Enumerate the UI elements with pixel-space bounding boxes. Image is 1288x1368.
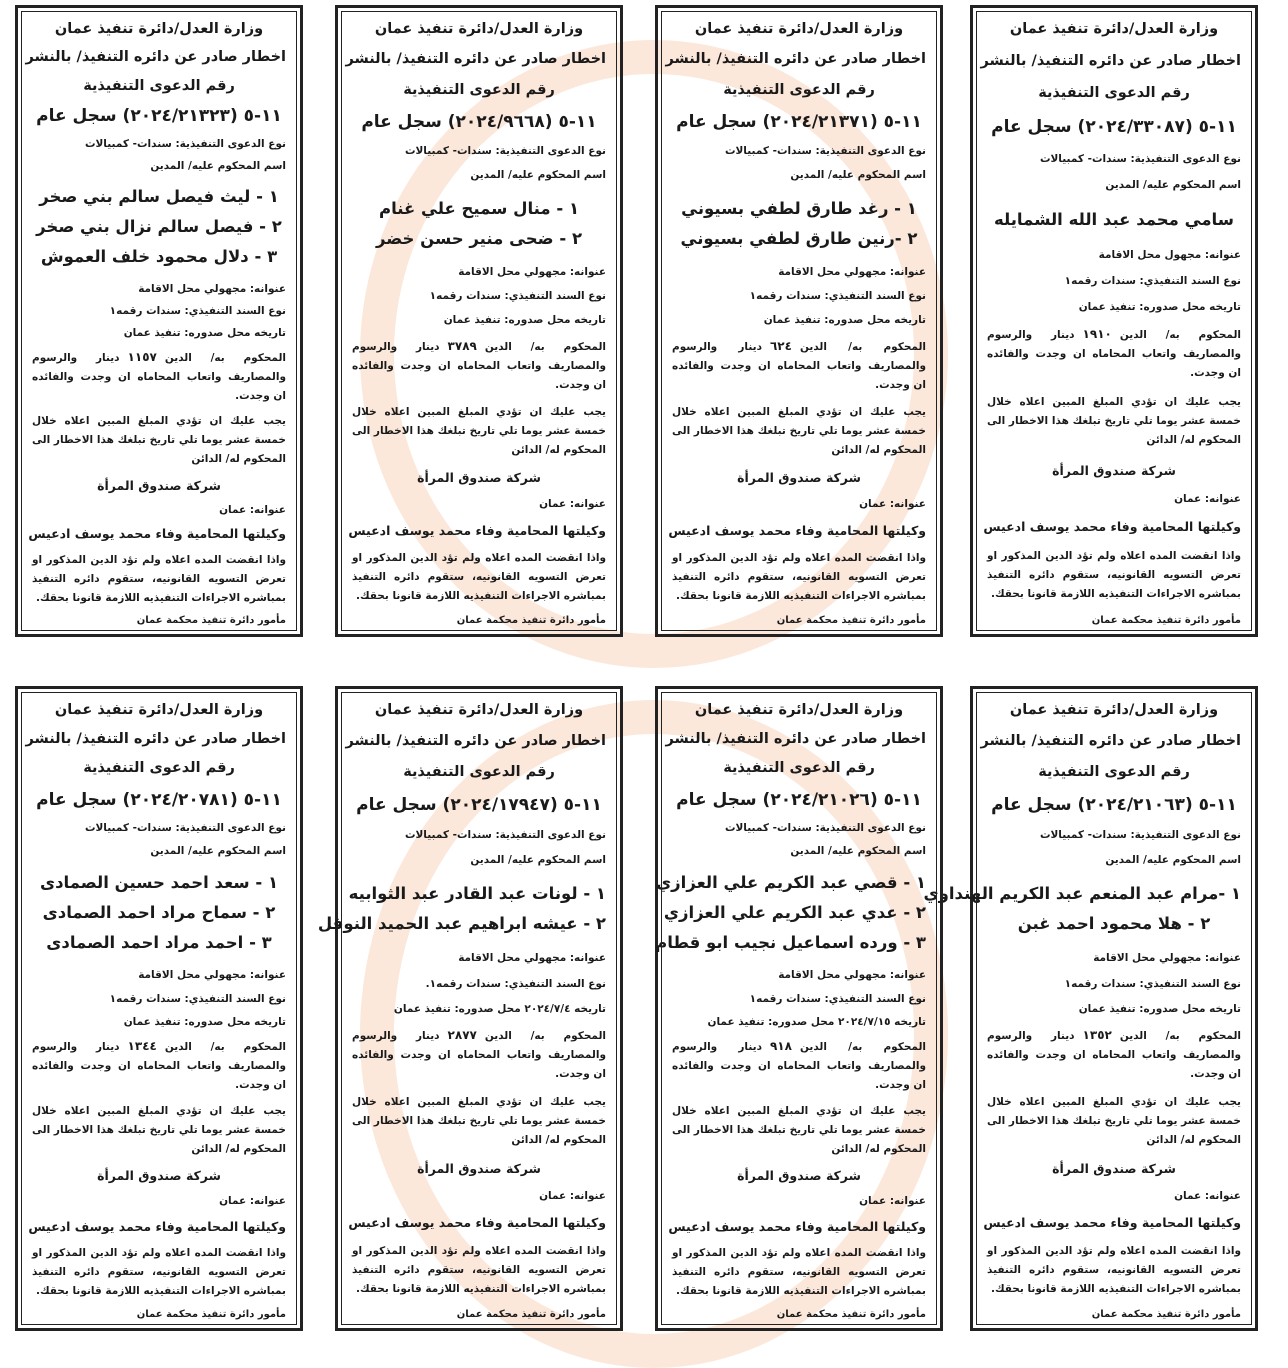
legal-notice — [970, 5, 1258, 637]
debtor-list — [317, 877, 606, 941]
issue-date-place: تاريخه محل صدوره: تنفيذ عمان — [123, 1015, 286, 1028]
warning-paragraph: واذا انقضت المده اعلاه ولم تؤد الدين المذكور او تعرض التسويه القانونيه، ستقوم دائره التنفيذ بمباشره الاجراءات التنفيذيه اللازمة قانونا بحقك. — [352, 1244, 606, 1295]
creditor-name: شركة صندوق المرأة — [737, 1168, 861, 1184]
notice-title: اخطار صادر عن دائره التنفيذ/ بالنشر — [980, 53, 1241, 70]
instrument-type: نوع السند التنفيذي: سندات رقمه١. — [425, 977, 606, 990]
warning-paragraph: واذا انقضت المده اعلاه ولم تؤد الدين المذكور او تعرض التسويه القانونيه، ستقوم دائره التنفيذ بمباشره الاجراءات التنفيذيه اللازمة قانونا بحقك. — [672, 1246, 926, 1297]
debtor-name: ٢ - عدي عبد الكريم علي العزازي — [663, 903, 926, 923]
amount-label: المحكوم به/ الدين — [484, 340, 606, 353]
debtor-name: ٣ - ورده اسماعيل نجيب ابو قطام — [655, 933, 926, 953]
amount-rest: دينار والرسوم والمصاريف واتعاب المحاماه ان وجدت والفائده ان وجدت. — [672, 1040, 926, 1091]
creditor-agent: وكيلتها المحامية وفاء محمد يوسف ادعيس — [668, 1218, 926, 1234]
amount-paragraph — [352, 337, 606, 395]
amount-rest: دينار والرسوم والمصاريف واتعاب المحاماه ان وجدت والفائده ان وجدت. — [32, 1040, 286, 1091]
debtor-name: ١ -مرام عبد المنعم عبد الكريم الهنداوي — [923, 884, 1241, 904]
signature: مأمور دائرة تنفيذ محكمة عمان — [136, 615, 286, 626]
case-number: ١١-٥ (٢٠٢٤/٩٦٦٨) سجل عام — [361, 111, 597, 132]
case-label: رقم الدعوى التنفيذية — [723, 81, 875, 98]
amount-value: ٣٧٨٩ — [447, 338, 477, 353]
debtor-list — [32, 866, 286, 960]
debtor-address: عنوانه: مجهولي محل الاقامة — [778, 969, 926, 982]
creditor-agent: وكيلتها المحامية وفاء محمد يوسف ادعيس — [28, 1218, 286, 1234]
amount-value: ١٣٥٢ — [1082, 1027, 1112, 1042]
amount-label: المحكوم به/ الدين — [799, 340, 926, 353]
debtor-list — [987, 203, 1241, 237]
case-label: رقم الدعوى التنفيذية — [723, 760, 875, 777]
debtor-address: عنوانه: مجهول محل الاقامة — [1098, 248, 1241, 261]
amount-label: المحكوم به/ الدين — [1119, 1029, 1241, 1042]
creditor-name: شركة صندوق المرأة — [737, 470, 861, 485]
debtor-list — [352, 192, 606, 256]
payment-paragraph: يجب عليك ان تؤدي المبلغ المبين اعلاه خلال خمسة عشر يوما تلي تاريخ تبلغك هذا الاخطار الى المحكوم له/ الدائن — [352, 1095, 606, 1146]
payment-paragraph: يجب عليك ان تؤدي المبلغ المبين اعلاه خلال خمسة عشر يوما تلي تاريخ تبلغك هذا الاخطار الى المحكوم له/ الدائن — [32, 415, 286, 466]
issue-date-place: تاريخه محل صدوره: تنفيذ عمان — [1078, 1002, 1241, 1015]
creditor-agent: وكيلتها المحامية وفاء محمد يوسف ادعيس — [983, 518, 1241, 534]
case-number: ١١-٥ (٢٠٢٤/٢٠٧٨١) سجل عام — [36, 789, 282, 810]
issue-date-place: تاريخه ٢٠٢٤/٧/١٥ محل صدوره: تنفيذ عمان — [707, 1015, 926, 1028]
amount-paragraph — [987, 325, 1241, 383]
legal-notice — [15, 686, 303, 1331]
case-type: نوع الدعوى التنفيذية: سندات- كمبيالات — [724, 145, 926, 157]
signature: مأمور دائرة تنفيذ محكمة عمان — [456, 615, 606, 626]
payment-paragraph: يجب عليك ان تؤدي المبلغ المبين اعلاه خلال خمسة عشر يوما تلي تاريخ تبلغك هذا الاخطار الى المحكوم له/ الدائن — [672, 1105, 926, 1156]
case-type: نوع الدعوى التنفيذية: سندات- كمبيالات — [1039, 152, 1241, 165]
legal-notice — [15, 5, 303, 637]
amount-label: المحكوم به/ الدين — [799, 1040, 926, 1053]
legal-notice — [335, 5, 623, 637]
case-label: رقم الدعوى التنفيذية — [83, 760, 235, 777]
amount-value: ٦٢٤ — [769, 338, 792, 353]
notice-title: اخطار صادر عن دائره التنفيذ/ بالنشر — [25, 49, 286, 66]
issue-date-place: تاريخه محل صدوره: تنفيذ عمان — [443, 314, 606, 327]
debtor-name: ١ - ليث فيصل سالم بني صخر — [39, 187, 279, 207]
ministry-heading: وزارة العدل/دائرة تنفيذ عمان — [694, 21, 904, 37]
creditor-agent: وكيلتها المحامية وفاء محمد يوسف ادعيس — [28, 526, 286, 542]
amount-rest: دينار والرسوم والمصاريف واتعاب المحاماه ان وجدت والفائده ان وجدت. — [352, 340, 606, 391]
case-type: نوع الدعوى التنفيذية: سندات- كمبيالات — [404, 829, 606, 842]
amount-paragraph — [32, 348, 286, 406]
notice-title: اخطار صادر عن دائره التنفيذ/ بالنشر — [345, 51, 606, 68]
instrument-type: نوع السند التنفيذي: سندات رقمه١ — [1064, 275, 1241, 287]
debtor-name: ٢ -رنين طارق لطفي بسيوني — [680, 228, 918, 248]
debtor-name: ٢ - فيصل سالم نزال بني صخر — [36, 217, 282, 237]
notice-title: اخطار صادر عن دائره التنفيذ/ بالنشر — [980, 733, 1241, 750]
debtor-label: اسم المحكوم عليه/ المدين — [150, 844, 286, 857]
amount-value: ١١٥٧ — [127, 349, 157, 364]
creditor-address: عنوانه: عمان — [1174, 492, 1241, 505]
case-number: ١١-٥ (٢٠٢٤/٢١٣٢٣) سجل عام — [36, 106, 282, 127]
warning-paragraph: واذا انقضت المده اعلاه ولم تؤد الدين المذكور او تعرض التسويه القانونيه، ستقوم دائره التنفيذ بمباشره الاجراءات التنفيذيه اللازمة قانونا بحقك. — [352, 551, 606, 602]
debtor-label: اسم المحكوم عليه/ المدين — [1105, 854, 1241, 867]
case-number: ١١-٥ (٢٠٢٤/٢١٠٢٦) سجل عام — [676, 789, 922, 810]
debtor-label: اسم المحكوم عليه/ المدين — [470, 169, 606, 182]
debtor-name: ١ - لونات عبد القادر عبد الثوابيه — [348, 884, 606, 904]
debtor-name: ٢ - عيشه ابراهيم عبد الحميد النوفل — [317, 914, 606, 934]
creditor-agent: وكيلتها المحامية وفاء محمد يوسف ادعيس — [983, 1214, 1241, 1230]
signature: مأمور دائرة تنفيذ محكمة عمان — [136, 1309, 286, 1320]
amount-paragraph — [987, 1026, 1241, 1084]
debtor-name: ٣ - دلال محمود خلف العموش — [40, 247, 278, 267]
warning-paragraph: واذا انقضت المده اعلاه ولم تؤد الدين المذكور او تعرض التسويه القانونيه، ستقوم دائره التنفيذ بمباشره الاجراءات التنفيذيه اللازمة قانونا بحقك. — [32, 1246, 286, 1297]
instrument-type: نوع السند التنفيذي: سندات رقمه١ — [109, 992, 286, 1005]
instrument-type: نوع السند التنفيذي: سندات رقمه١ — [1064, 977, 1241, 990]
issue-date-place: تاريخه محل صدوره: تنفيذ عمان — [123, 327, 286, 340]
issue-date-place: تاريخه محل صدوره: تنفيذ عمان — [763, 314, 926, 327]
debtor-label: اسم المحكوم عليه/ المدين — [790, 169, 926, 182]
signature: مأمور دائرة تنفيذ محكمة عمان — [456, 1309, 606, 1320]
case-label: رقم الدعوى التنفيذية — [403, 81, 555, 98]
legal-notice — [655, 5, 943, 637]
creditor-agent: وكيلتها المحامية وفاء محمد يوسف ادعيس — [348, 522, 606, 538]
debtor-label: اسم المحكوم عليه/ المدين — [790, 844, 926, 857]
warning-paragraph: واذا انقضت المده اعلاه ولم تؤد الدين المذكور او تعرض التسويه القانونيه، ستقوم دائره التنفيذ بمباشره الاجراءات التنفيذيه اللازمة قانونا بحقك. — [32, 553, 286, 604]
debtor-address: عنوانه: مجهولي محل الاقامة — [1093, 952, 1241, 965]
creditor-address: عنوانه: عمان — [219, 1195, 286, 1208]
instrument-type: نوع السند التنفيذي: سندات رقمه١ — [429, 290, 606, 302]
debtor-name: ١ - رغد طارق لطفي بسيوني — [681, 198, 917, 218]
amount-value: ١٩١٠ — [1082, 327, 1112, 342]
amount-rest: دينار والرسوم والمصاريف واتعاب المحاماه ان وجدت والفائده ان وجدت. — [987, 329, 1241, 380]
creditor-agent: وكيلتها المحامية وفاء محمد يوسف ادعيس — [668, 522, 926, 538]
payment-paragraph: يجب عليك ان تؤدي المبلغ المبين اعلاه خلال خمسة عشر يوما تلي تاريخ تبلغك هذا الاخطار الى المحكوم له/ الدائن — [987, 1095, 1241, 1146]
creditor-address: عنوانه: عمان — [859, 1195, 926, 1208]
ministry-heading: وزارة العدل/دائرة تنفيذ عمان — [694, 702, 904, 718]
debtor-name: ٢ - سماح مراد احمد الصمادى — [42, 903, 276, 923]
payment-paragraph: يجب عليك ان تؤدي المبلغ المبين اعلاه خلال خمسة عشر يوما تلي تاريخ تبلغك هذا الاخطار الى المحكوم له/ الدائن — [352, 405, 606, 456]
warning-paragraph: واذا انقضت المده اعلاه ولم تؤد الدين المذكور او تعرض التسويه القانونيه، ستقوم دائره التنفيذ بمباشره الاجراءات التنفيذيه اللازمة قانونا بحقك. — [987, 549, 1241, 600]
signature: مأمور دائرة تنفيذ محكمة عمان — [1091, 615, 1241, 626]
case-label: رقم الدعوى التنفيذية — [1038, 85, 1190, 102]
case-type: نوع الدعوى التنفيذية: سندات- كمبيالات — [404, 145, 606, 157]
issue-date-place: تاريخه ٢٠٢٤/٧/٤ محل صدوره: تنفيذ عمان — [393, 1002, 606, 1015]
creditor-address: عنوانه: عمان — [859, 498, 926, 511]
debtor-name: ١ - قصي عبد الكريم علي العزازي — [656, 873, 926, 893]
debtor-list — [923, 877, 1241, 941]
amount-label: المحكوم به/ الدين — [484, 1029, 606, 1042]
case-label: رقم الدعوى التنفيذية — [1038, 764, 1190, 781]
creditor-name: شركة صندوق المرأة — [417, 1160, 541, 1176]
debtor-address: عنوانه: مجهولي محل الاقامة — [778, 265, 926, 278]
debtor-list — [672, 192, 926, 256]
amount-rest: دينار والرسوم والمصاريف واتعاب المحاماه ان وجدت والفائده ان وجدت. — [352, 1029, 606, 1080]
debtor-name: ٢ - ضحى منير حسن خضر — [375, 228, 583, 248]
amount-label: المحكوم به/ الدين — [164, 1040, 286, 1053]
debtor-label: اسم المحكوم عليه/ المدين — [150, 159, 286, 172]
amount-rest: دينار والرسوم والمصاريف واتعاب المحاماه ان وجدت والفائده ان وجدت. — [672, 340, 926, 391]
amount-rest: دينار والرسوم والمصاريف واتعاب المحاماه ان وجدت والفائده ان وجدت. — [987, 1029, 1241, 1080]
notice-title: اخطار صادر عن دائره التنفيذ/ بالنشر — [665, 51, 926, 68]
payment-paragraph: يجب عليك ان تؤدي المبلغ المبين اعلاه خلال خمسة عشر يوما تلي تاريخ تبلغك هذا الاخطار الى المحكوم له/ الدائن — [32, 1105, 286, 1156]
creditor-name: شركة صندوق المرأة — [1052, 462, 1176, 478]
warning-paragraph: واذا انقضت المده اعلاه ولم تؤد الدين المذكور او تعرض التسويه القانونيه، ستقوم دائره التنفيذ بمباشره الاجراءات التنفيذيه اللازمة قانونا بحقك. — [987, 1244, 1241, 1295]
creditor-address: عنوانه: عمان — [539, 498, 606, 511]
case-type: نوع الدعوى التنفيذية: سندات- كمبيالات — [724, 821, 926, 834]
instrument-type: نوع السند التنفيذي: سندات رقمه١ — [749, 290, 926, 302]
legal-notice — [317, 686, 623, 1331]
debtor-address: عنوانه: مجهولي محل الاقامة — [458, 265, 606, 278]
debtor-address: عنوانه: مجهولي محل الاقامة — [138, 969, 286, 982]
ministry-heading: وزارة العدل/دائرة تنفيذ عمان — [54, 702, 264, 718]
amount-paragraph — [672, 337, 926, 395]
debtor-list — [32, 180, 286, 274]
warning-paragraph: واذا انقضت المده اعلاه ولم تؤد الدين المذكور او تعرض التسويه القانونيه، ستقوم دائره التنفيذ بمباشره الاجراءات التنفيذيه اللازمة قانونا بحقك. — [672, 551, 926, 602]
amount-paragraph — [352, 1026, 606, 1084]
signature: مأمور دائرة تنفيذ محكمة عمان — [776, 1309, 926, 1320]
amount-value: ٢٨٧٧ — [447, 1027, 477, 1042]
notice-title: اخطار صادر عن دائره التنفيذ/ بالنشر — [665, 731, 926, 748]
case-label: رقم الدعوى التنفيذية — [83, 77, 235, 94]
case-number: ١١-٥ (٢٠٢٤/٣٣٠٨٧) سجل عام — [991, 117, 1237, 138]
ministry-heading: وزارة العدل/دائرة تنفيذ عمان — [54, 21, 264, 37]
legal-notice — [655, 686, 943, 1331]
creditor-name: شركة صندوق المرأة — [97, 477, 221, 493]
amount-paragraph — [32, 1037, 286, 1095]
case-number: ١١-٥ (٢٠٢٤/٢١٣٧١) سجل عام — [676, 111, 922, 132]
creditor-name: شركة صندوق المرأة — [97, 1168, 221, 1184]
creditor-address: عنوانه: عمان — [539, 1189, 606, 1202]
creditor-address: عنوانه: عمان — [219, 503, 286, 516]
case-label: رقم الدعوى التنفيذية — [403, 764, 555, 781]
debtor-address: عنوانه: مجهولي محل الاقامة — [458, 952, 606, 965]
case-type: نوع الدعوى التنفيذية: سندات- كمبيالات — [84, 137, 286, 150]
notice-title: اخطار صادر عن دائره التنفيذ/ بالنشر — [25, 731, 286, 748]
creditor-name: شركة صندوق المرأة — [1052, 1160, 1176, 1176]
amount-value: ٩١٨ — [769, 1038, 792, 1053]
instrument-type: نوع السند التنفيذي: سندات رقمه١ — [749, 992, 926, 1005]
debtor-list — [655, 866, 926, 960]
case-number: ١١-٥ (٢٠٢٤/١٧٩٤٧) سجل عام — [356, 795, 602, 816]
case-type: نوع الدعوى التنفيذية: سندات- كمبيالات — [1039, 829, 1241, 842]
legal-notice — [923, 686, 1258, 1331]
amount-label: المحكوم به/ الدين — [1119, 329, 1241, 342]
creditor-address: عنوانه: عمان — [1174, 1189, 1241, 1202]
debtor-address: عنوانه: مجهولي محل الاقامة — [138, 282, 286, 295]
payment-paragraph: يجب عليك ان تؤدي المبلغ المبين اعلاه خلال خمسة عشر يوما تلي تاريخ تبلغك هذا الاخطار الى المحكوم له/ الدائن — [672, 405, 926, 456]
amount-paragraph — [672, 1037, 926, 1095]
debtor-label: اسم المحكوم عليه/ المدين — [1105, 178, 1241, 191]
instrument-type: نوع السند التنفيذي: سندات رقمه١ — [109, 305, 286, 317]
notice-title: اخطار صادر عن دائره التنفيذ/ بالنشر — [345, 733, 606, 750]
amount-value: ١٣٤٤ — [127, 1038, 157, 1053]
debtor-name: ٢ - هلا محمود احمد غبن — [1017, 914, 1211, 934]
debtor-name: ١ - سعد احمد حسين الصمادى — [39, 873, 279, 893]
creditor-name: شركة صندوق المرأة — [417, 470, 541, 485]
debtor-name: ٣ - احمد مراد احمد الصمادى — [46, 933, 272, 953]
ministry-heading: وزارة العدل/دائرة تنفيذ عمان — [374, 21, 584, 37]
amount-label: المحكوم به/ الدين — [164, 351, 286, 364]
payment-paragraph: يجب عليك ان تؤدي المبلغ المبين اعلاه خلال خمسة عشر يوما تلي تاريخ تبلغك هذا الاخطار الى المحكوم له/ الدائن — [987, 396, 1241, 447]
ministry-heading: وزارة العدل/دائرة تنفيذ عمان — [374, 702, 584, 718]
signature: مأمور دائرة تنفيذ محكمة عمان — [776, 615, 926, 626]
debtor-name: سامي محمد عبد الله الشمايله — [994, 209, 1234, 229]
signature: مأمور دائرة تنفيذ محكمة عمان — [1091, 1309, 1241, 1320]
case-number: ١١-٥ (٢٠٢٤/٢١٠٦٣) سجل عام — [991, 795, 1237, 816]
issue-date-place: تاريخه محل صدوره: تنفيذ عمان — [1078, 301, 1241, 314]
debtor-name: ١ - منال سميح علي غنام — [378, 198, 580, 218]
ministry-heading: وزارة العدل/دائرة تنفيذ عمان — [1009, 702, 1219, 718]
ministry-heading: وزارة العدل/دائرة تنفيذ عمان — [1009, 21, 1219, 37]
creditor-agent: وكيلتها المحامية وفاء محمد يوسف ادعيس — [348, 1214, 606, 1230]
debtor-label: اسم المحكوم عليه/ المدين — [470, 854, 606, 867]
case-type: نوع الدعوى التنفيذية: سندات- كمبيالات — [84, 821, 286, 834]
amount-rest: دينار والرسوم والمصاريف واتعاب المحاماه ان وجدت والفائده ان وجدت. — [32, 351, 286, 402]
